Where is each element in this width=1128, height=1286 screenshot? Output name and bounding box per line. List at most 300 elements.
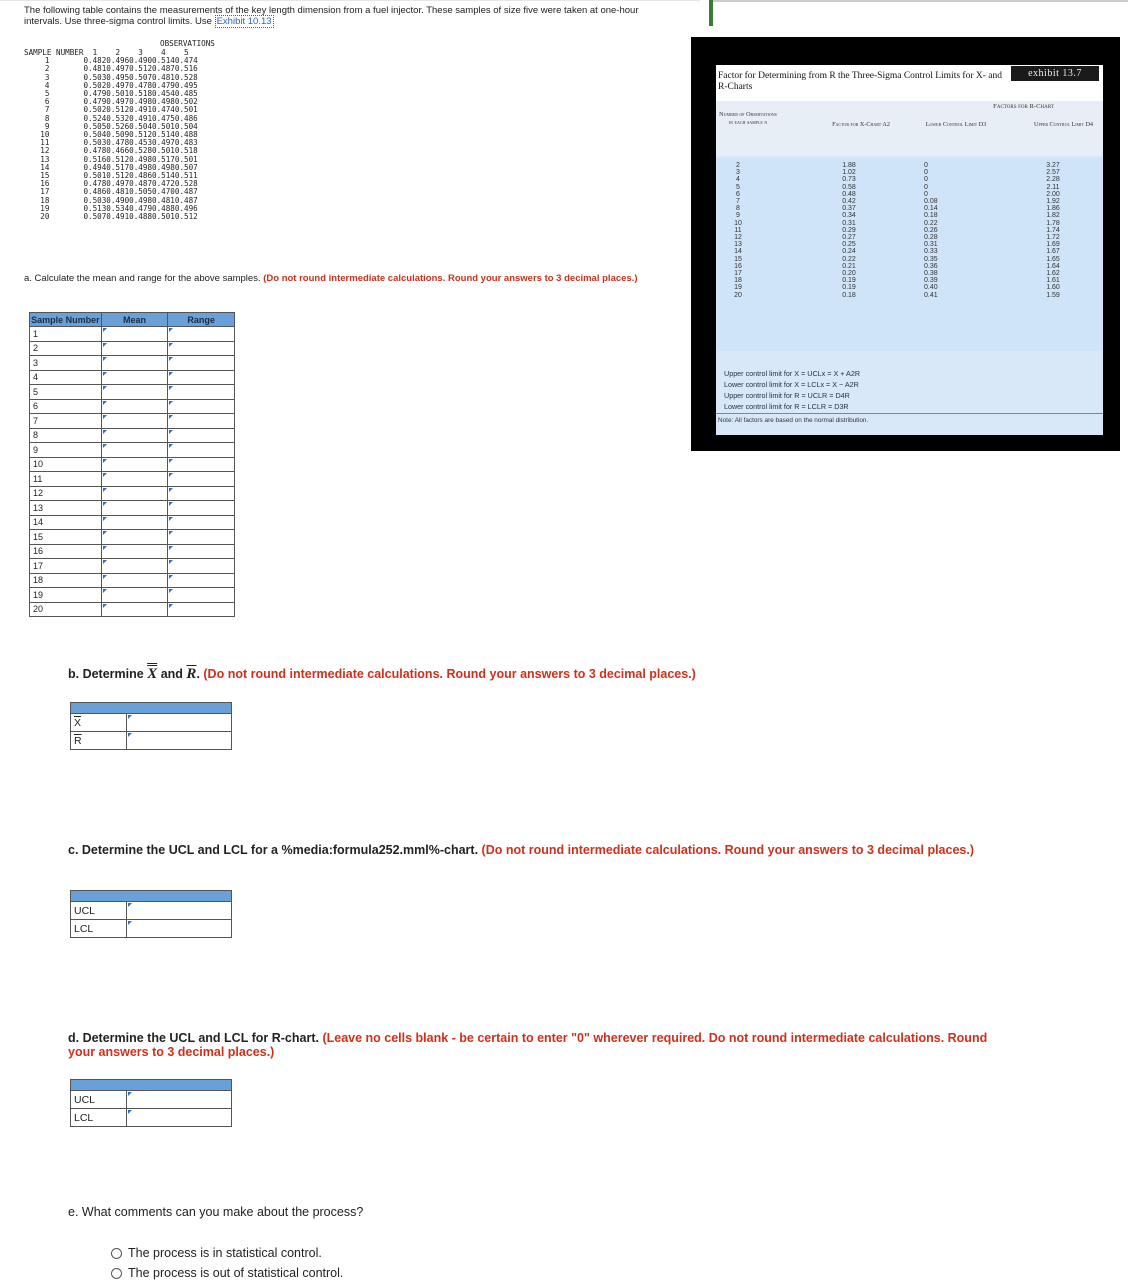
obs-sample-number: 20 — [40, 212, 50, 222]
obs-value: 0.526 — [106, 121, 130, 131]
range-input[interactable] — [168, 457, 235, 472]
col-d3-header: Lower Control Limit D3 — [925, 121, 987, 128]
exhibit-formulas — [724, 368, 860, 412]
mean-input[interactable] — [101, 443, 168, 458]
sample-number-cell: 2 — [30, 341, 102, 356]
mean-input[interactable] — [101, 341, 168, 356]
exhibit-cell-a2: 1.88 — [842, 162, 856, 169]
obs-value: 0.496 — [106, 56, 130, 66]
col-d4-header: Upper Control Limit D4 — [1033, 121, 1094, 128]
exhibit-cell-a2: 0.24 — [842, 248, 856, 256]
exhibit-formula: Upper control limit for R = UCLR = D4R — [724, 391, 850, 400]
exhibit-cell-n: 18 — [734, 277, 742, 285]
exhibit-cell-d4: 3.27 — [1046, 162, 1060, 169]
table-row — [30, 602, 235, 617]
exhibit-cell-d4: 1.92 — [1046, 198, 1060, 206]
obs-value: 0.481 — [152, 195, 175, 205]
exhibit-cell-a2: 0.19 — [842, 277, 856, 285]
obs-value: 0.472 — [152, 179, 175, 189]
sample-number-cell: 1 — [30, 327, 102, 342]
obs-col-header: 4 — [161, 48, 166, 57]
exhibit-cell-d3: 0.40 — [924, 284, 938, 292]
obs-value: 0.509 — [106, 130, 130, 140]
obs-sample-number: 6 — [44, 97, 50, 107]
obs-sample-number: 10 — [40, 130, 50, 140]
exhibit-cell-d4: 1.74 — [1046, 226, 1060, 234]
exhibit-link[interactable]: Exhibit 10.13 — [216, 16, 272, 27]
obs-value: 0.532 — [106, 113, 130, 123]
intro-body: The following table contains the measurements of the key length dimension from a fuel injector. These samples of size five were taken at one-hour intervals. Use three-sigma control limits. Use — [24, 5, 639, 27]
table-row — [30, 515, 235, 530]
exhibit-cell-d3: 0 — [924, 183, 928, 191]
exhibit-cell-n: 19 — [734, 284, 742, 292]
range-input[interactable] — [168, 341, 235, 356]
mean-input[interactable] — [101, 515, 168, 530]
obs-value: 0.503 — [83, 195, 107, 205]
exhibit-cell-d4: 1.65 — [1046, 255, 1060, 263]
radio-icon[interactable] — [111, 1248, 122, 1259]
exhibit-cell-d3: 0.26 — [924, 226, 938, 234]
obs-value: 0.504 — [174, 121, 198, 131]
obs-sample-number: 17 — [40, 187, 50, 197]
range-input[interactable] — [168, 472, 235, 487]
exhibit-cell-d4: 2.00 — [1046, 190, 1060, 198]
obs-value: 0.470 — [152, 187, 175, 197]
obs-value: 0.503 — [83, 138, 107, 148]
obs-value: 0.479 — [83, 89, 107, 99]
sample-number-cell: 8 — [30, 428, 102, 443]
obs-value: 0.478 — [83, 179, 107, 189]
rchart-ucl-label: UCL — [71, 1091, 127, 1109]
sample-number-cell: 9 — [30, 443, 102, 458]
obs-value: 0.490 — [106, 195, 130, 205]
obs-value: 0.481 — [152, 72, 175, 82]
obs-value: 0.514 — [152, 130, 175, 140]
range-input[interactable] — [168, 588, 235, 603]
panel-marker — [709, 0, 713, 26]
mean-input[interactable] — [101, 399, 168, 414]
obs-value: 0.507 — [174, 162, 198, 172]
obs-value: 0.501 — [106, 89, 130, 99]
obs-value: 0.490 — [129, 56, 153, 66]
obs-sample-number: 13 — [40, 154, 50, 164]
intro-text — [24, 5, 664, 27]
table-row — [30, 486, 235, 501]
table-row — [30, 457, 235, 472]
range-input[interactable] — [168, 530, 235, 545]
obs-value: 0.512 — [129, 130, 153, 140]
obs-value: 0.498 — [129, 154, 153, 164]
exhibit-cell-d3: 0.14 — [924, 205, 938, 213]
xbar-symbol: X — [147, 666, 158, 682]
obs-sample-number: 4 — [44, 80, 50, 90]
exhibit-cell-d3: 0.33 — [924, 248, 938, 256]
obs-value: 0.474 — [174, 56, 198, 66]
exhibit-cell-n: 7 — [736, 198, 740, 206]
obs-value: 0.512 — [106, 154, 130, 164]
obs-value: 0.491 — [129, 113, 153, 123]
range-input[interactable] — [168, 443, 235, 458]
option-in-control[interactable] — [111, 1246, 322, 1260]
range-input[interactable] — [168, 559, 235, 574]
obs-value: 0.487 — [174, 187, 198, 197]
obs-value: 0.486 — [83, 187, 107, 197]
exhibit-formula: Lower control limit for R = LCLR = D3R — [724, 402, 849, 411]
obs-value: 0.466 — [106, 146, 130, 156]
exhibit-cell-d4: 1.60 — [1046, 284, 1060, 292]
mean-input[interactable] — [101, 385, 168, 400]
exhibit-cell-d3: 0 — [924, 176, 928, 184]
xchart-lcl-input[interactable] — [126, 920, 231, 938]
table-row — [30, 573, 235, 588]
obs-value: 0.501 — [83, 171, 107, 181]
exhibit-body — [716, 158, 1103, 351]
obs-value: 0.501 — [152, 146, 175, 156]
table-row — [30, 414, 235, 429]
rchart-lcl-input[interactable] — [126, 1109, 231, 1127]
exhibit-title: Factor for Determining from R the Three-Sigma Control Limits for X- and R-Charts — [718, 71, 1002, 92]
obs-value: 0.497 — [152, 138, 175, 148]
exhibit-cell-d4: 1.86 — [1046, 205, 1060, 213]
table-row — [30, 356, 235, 371]
xbar-input[interactable] — [126, 714, 231, 732]
exhibit-cell-a2: 0.19 — [842, 284, 856, 292]
obs-sample-number: 16 — [40, 179, 50, 189]
exhibit-cell-d4: 2.28 — [1046, 176, 1060, 184]
exhibit-cell-n: 3 — [736, 169, 740, 177]
range-input[interactable] — [168, 544, 235, 559]
obs-sample-number: 5 — [44, 89, 50, 99]
obs-value: 0.502 — [83, 105, 107, 115]
exhibit-cell-d3: 0.35 — [924, 255, 938, 263]
obs-value: 0.512 — [106, 105, 130, 115]
exhibit-cell-a2: 0.22 — [842, 255, 856, 263]
mean-input[interactable] — [101, 501, 168, 516]
obs-value: 0.496 — [174, 203, 198, 213]
part-d-text: d. Determine the UCL and LCL for R-chart. — [68, 1031, 319, 1045]
obs-value: 0.494 — [83, 162, 107, 172]
obs-value: 0.528 — [174, 179, 198, 189]
part-b-question: b. Determine X and $\overline{R}$. (Do not round intermediate calculations. Round your answers to 3 decimal places.) — [68, 666, 696, 682]
range-input[interactable] — [168, 486, 235, 501]
option-in-control-label: The process is in statistical control. — [128, 1246, 322, 1260]
obs-value: 0.498 — [129, 97, 153, 107]
obs-value: 0.498 — [129, 195, 153, 205]
range-input[interactable] — [168, 356, 235, 371]
sample-number-cell: 15 — [30, 530, 102, 545]
rchart-ucl-input[interactable] — [126, 1091, 231, 1109]
exhibit-cell-d3: 0.18 — [924, 212, 938, 220]
exhibit-cell-n: 15 — [734, 255, 742, 263]
range-input[interactable] — [168, 370, 235, 385]
exhibit-cell-a2: 0.27 — [842, 234, 856, 242]
part-c-grid — [70, 890, 232, 938]
exhibit-cell-d3: 0 — [924, 190, 928, 198]
top-divider — [0, 0, 700, 1]
grid-header-bar — [71, 1080, 232, 1091]
range-input[interactable] — [168, 501, 235, 516]
obs-value: 0.479 — [129, 203, 153, 213]
obs-value: 0.497 — [106, 80, 130, 90]
exhibit-cell-d4: 1.64 — [1046, 262, 1060, 270]
exhibit-cell-d3: 0.38 — [924, 270, 938, 278]
exhibit-cell-n: 14 — [734, 248, 742, 256]
mean-input[interactable] — [101, 472, 168, 487]
exhibit-cell-d3: 0.41 — [924, 291, 938, 299]
rbar-input[interactable] — [126, 732, 231, 750]
obs-value: 0.481 — [106, 187, 130, 197]
table-row — [30, 472, 235, 487]
obs-value: 0.513 — [83, 203, 107, 213]
obs-value: 0.495 — [106, 72, 130, 82]
rchart-lcl-label: LCL — [71, 1109, 127, 1127]
range-input[interactable] — [168, 602, 235, 617]
exhibit-cell-n: 4 — [736, 176, 740, 184]
obs-value: 0.498 — [152, 97, 175, 107]
obs-value: 0.486 — [174, 113, 198, 123]
exhibit-cell-n: 11 — [734, 226, 742, 234]
mean-input[interactable] — [101, 327, 168, 342]
range-input[interactable] — [168, 428, 235, 443]
exhibit-cell-a2: 0.73 — [842, 176, 856, 184]
obs-value: 0.488 — [129, 212, 153, 222]
exhibit-cell-n: 16 — [734, 262, 742, 270]
range-input[interactable] — [168, 414, 235, 429]
obs-value: 0.512 — [174, 212, 198, 222]
table-row — [30, 559, 235, 574]
part-a-question — [24, 273, 664, 284]
obs-value: 0.504 — [129, 121, 153, 131]
range-input[interactable] — [168, 515, 235, 530]
obs-value: 0.487 — [174, 195, 198, 205]
obs-value: 0.478 — [106, 138, 130, 148]
table-row — [30, 501, 235, 516]
obs-value: 0.479 — [83, 97, 107, 107]
exhibit-cell-n: 5 — [736, 183, 740, 191]
exhibit-cell-d3: 0 — [924, 169, 928, 177]
part-d-question — [68, 1031, 1008, 1059]
exhibit-cell-a2: 0.20 — [842, 270, 856, 278]
table-row — [30, 544, 235, 559]
col-a2-values — [834, 162, 864, 299]
exhibit-badge: exhibit 13.7 — [1011, 66, 1099, 81]
exhibit-table — [716, 65, 1103, 435]
table-row — [30, 530, 235, 545]
obs-value: 0.481 — [83, 64, 107, 74]
range-input[interactable] — [168, 327, 235, 342]
range-input[interactable] — [168, 573, 235, 588]
obs-value: 0.497 — [106, 97, 130, 107]
exhibit-cell-d4: 1.69 — [1046, 241, 1060, 249]
exhibit-cell-d4: 2.57 — [1046, 169, 1060, 177]
exhibit-panel — [691, 37, 1120, 451]
obs-value: 0.517 — [152, 154, 175, 164]
part-b-grid — [70, 702, 232, 750]
obs-value: 0.497 — [106, 179, 130, 189]
obs-value: 0.501 — [152, 212, 175, 222]
mean-input[interactable] — [101, 602, 168, 617]
mean-input[interactable] — [101, 356, 168, 371]
exhibit-formula: Lower control limit for X = LCLx = X − A2R — [724, 380, 859, 389]
obs-sample-number: 8 — [44, 113, 50, 123]
sample-number-cell: 20 — [30, 602, 102, 617]
obs-value: 0.512 — [106, 171, 130, 181]
exhibit-cell-d3: 0.08 — [924, 198, 938, 206]
panel-top-border — [709, 0, 1128, 2]
exhibit-cell-a2: 0.29 — [842, 226, 856, 234]
exhibit-cell-d4: 1.62 — [1046, 270, 1060, 278]
exhibit-cell-a2: 0.21 — [842, 262, 856, 270]
obs-sample-number: 3 — [44, 72, 50, 82]
mean-input[interactable] — [101, 428, 168, 443]
exhibit-cell-a2: 0.25 — [842, 241, 856, 249]
mean-input[interactable] — [101, 588, 168, 603]
obs-value: 0.482 — [83, 56, 107, 66]
obs-value: 0.491 — [106, 212, 130, 222]
obs-value: 0.474 — [152, 105, 175, 115]
radio-icon[interactable] — [111, 1268, 122, 1279]
obs-value: 0.487 — [129, 179, 153, 189]
factors-header: Factors for R-Chart — [993, 103, 1054, 110]
exhibit-cell-n: 9 — [736, 212, 740, 220]
obs-value: 0.488 — [152, 203, 175, 213]
exhibit-cell-d4: 1.72 — [1046, 234, 1060, 242]
table-row — [30, 443, 235, 458]
mean-range-grid — [29, 312, 235, 617]
mean-input[interactable] — [101, 573, 168, 588]
table-row — [30, 428, 235, 443]
obs-value: 0.528 — [129, 146, 153, 156]
exhibit-header — [716, 101, 1103, 156]
range-input[interactable] — [168, 399, 235, 414]
sample-number-header: SAMPLE NUMBER — [24, 48, 84, 57]
obs-value: 0.512 — [129, 64, 153, 74]
exhibit-cell-d4: 1.59 — [1046, 291, 1060, 299]
exhibit-cell-a2: 1.02 — [842, 169, 856, 177]
obs-value: 0.516 — [174, 64, 198, 74]
exhibit-cell-a2: 0.37 — [842, 205, 856, 213]
part-c-question — [68, 843, 1068, 857]
exhibit-cell-n: 2 — [736, 162, 740, 169]
mean-input[interactable] — [101, 530, 168, 545]
obs-col-header: 5 — [184, 48, 189, 57]
obs-value: 0.518 — [174, 146, 198, 156]
mean-input[interactable] — [101, 370, 168, 385]
part-c-instruction: (Do not round intermediate calculations. Round your answers to 3 decimal places.) — [481, 843, 975, 857]
mean-input[interactable] — [101, 457, 168, 472]
obs-value: 0.507 — [83, 212, 107, 222]
exhibit-cell-d3: 0 — [924, 162, 928, 169]
obs-sample-number: 15 — [40, 171, 50, 181]
xbar-label: $\overline{X}$ — [71, 714, 127, 732]
exhibit-cell-n: 6 — [736, 190, 740, 198]
obs-value: 0.498 — [152, 162, 175, 172]
exhibit-cell-d3: 0.36 — [924, 262, 938, 270]
obs-value: 0.487 — [152, 64, 175, 74]
sample-number-cell: 4 — [30, 370, 102, 385]
obs-sample-number: 12 — [40, 146, 50, 156]
table-row — [30, 385, 235, 400]
option-out-of-control[interactable] — [111, 1266, 343, 1280]
obs-sample-number: 7 — [44, 105, 50, 115]
obs-value: 0.501 — [152, 121, 175, 131]
obs-value: 0.498 — [129, 162, 153, 172]
mean-input[interactable] — [101, 486, 168, 501]
obs-sample-number: 18 — [40, 195, 50, 205]
grid-header-sample: Sample Number — [31, 314, 100, 325]
exhibit-cell-n: 13 — [734, 241, 742, 249]
obs-value: 0.488 — [174, 130, 198, 140]
obs-value: 0.534 — [106, 203, 130, 213]
obs-row — [24, 213, 198, 221]
xchart-ucl-label: UCL — [71, 902, 127, 920]
exhibit-separator — [716, 413, 1103, 414]
part-e-question: e. What comments can you make about the process? — [68, 1205, 364, 1219]
obs-col-header: 2 — [115, 48, 121, 57]
sample-number-cell: 18 — [30, 573, 102, 588]
obs-value: 0.507 — [129, 72, 153, 82]
exhibit-cell-n: 20 — [734, 291, 742, 299]
exhibit-cell-a2: 0.18 — [842, 291, 856, 299]
part-a-text: a. Calculate the mean and range for the above samples. — [24, 273, 261, 284]
exhibit-cell-a2: 0.58 — [842, 183, 856, 191]
part-b-instruction: (Do not round intermediate calculations. Round your answers to 3 decimal places.) — [203, 667, 696, 681]
exhibit-cell-d3: 0.22 — [924, 219, 938, 227]
obs-value: 0.517 — [106, 162, 130, 172]
mean-input[interactable] — [101, 414, 168, 429]
obs-value: 0.454 — [152, 89, 175, 99]
obs-value: 0.501 — [174, 105, 198, 115]
exhibit-cell-d3: 0.28 — [924, 234, 938, 242]
grid-header-range: Range — [168, 313, 235, 327]
col-n-values — [728, 162, 748, 299]
sample-number-cell: 19 — [30, 588, 102, 603]
sample-number-cell: 13 — [30, 501, 102, 516]
table-row — [30, 327, 235, 342]
exhibit-note: Note: All factors are based on the normal distribution. — [718, 417, 869, 424]
obs-value: 0.516 — [83, 154, 107, 164]
obs-col-header: 1 — [92, 48, 98, 57]
obs-value: 0.483 — [174, 138, 198, 148]
exhibit-cell-n: 12 — [734, 234, 742, 242]
obs-sample-number: 2 — [44, 64, 50, 74]
mean-input[interactable] — [101, 559, 168, 574]
and-text: and — [160, 667, 183, 681]
exhibit-cell-d3: 0.31 — [924, 241, 938, 249]
obs-value: 0.505 — [83, 121, 107, 131]
rbar-symbol: $\overline{R}$ — [186, 666, 197, 682]
obs-value: 0.524 — [83, 113, 107, 123]
part-c-text: c. Determine the UCL and LCL for a %media:formula252.mml%-chart. — [68, 843, 479, 857]
observations-header: OBSERVATIONS — [160, 39, 215, 48]
obs-value: 0.514 — [152, 56, 175, 66]
part-b-text: b. Determine — [68, 667, 144, 681]
range-input[interactable] — [168, 385, 235, 400]
col-d4-values — [1038, 162, 1068, 299]
obs-value: 0.505 — [129, 187, 153, 197]
col-d3-values — [924, 162, 954, 299]
grid-header-mean: Mean — [101, 313, 168, 327]
sample-number-cell: 6 — [30, 399, 102, 414]
sample-number-cell: 10 — [30, 457, 102, 472]
exhibit-cell-n: 8 — [736, 205, 740, 213]
xchart-ucl-input[interactable] — [126, 902, 231, 920]
obs-value: 0.479 — [152, 80, 175, 90]
rbar-label: $\overline{R}$ — [71, 732, 127, 750]
table-row — [30, 399, 235, 414]
mean-input[interactable] — [101, 544, 168, 559]
obs-value: 0.478 — [83, 146, 107, 156]
